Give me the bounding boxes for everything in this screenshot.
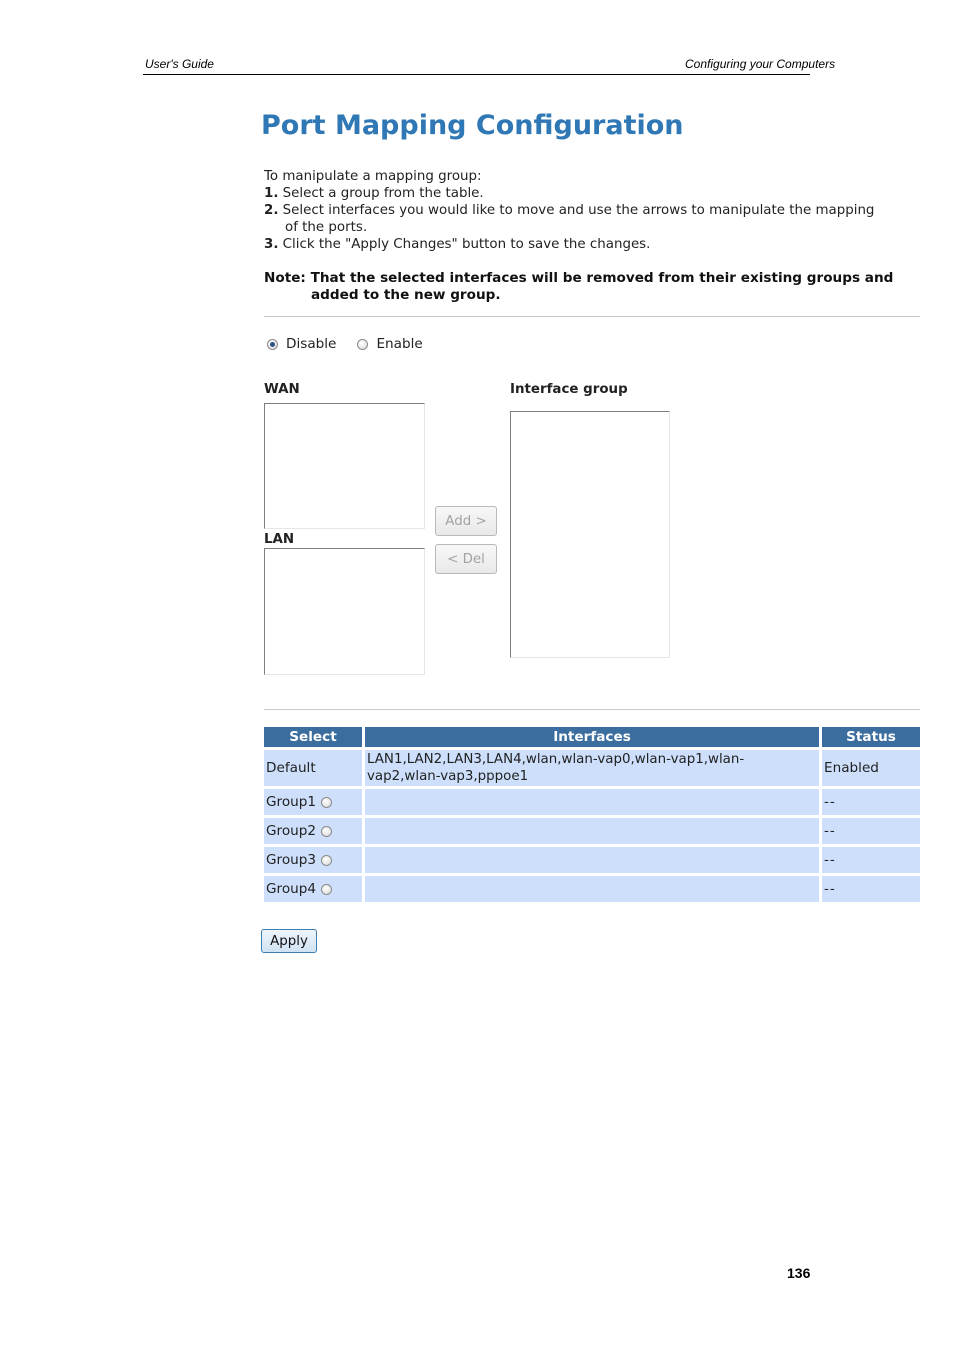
table-row [264,847,920,873]
step-text: Select a group from the table. [282,186,484,201]
apply-button[interactable]: Apply [261,929,317,953]
default-select: Default [264,750,362,786]
wan-label: WAN [264,382,300,397]
table-row [264,818,920,844]
mode-radio-group [267,336,444,352]
step-text: Select interfaces you would like to move and use the arrows to manipulate the mapping [282,203,875,218]
table-row [264,876,920,902]
header-interfaces: Interfaces [365,727,819,747]
default-status: Enabled [822,750,920,786]
group-interfaces [365,876,819,902]
interface-group-label: Interface group [510,382,628,397]
interface-group-listbox[interactable] [510,411,670,658]
note-line-2: added to the new group. [311,287,501,303]
enable-radio[interactable] [357,339,368,350]
group-select-cell [264,789,362,815]
add-button[interactable]: Add > [435,506,497,536]
doc-header-right: Configuring your Computers [685,57,836,71]
group-status: -- [822,876,920,902]
group-select-cell [264,847,362,873]
table-row-default [264,750,920,786]
step-text: Click the "Apply Changes" button to save the changes. [282,237,651,252]
wan-listbox[interactable] [264,403,425,529]
group4-radio[interactable] [321,884,332,895]
instruction-step-2-cont: of the ports. [285,220,368,235]
instruction-step-2 [264,202,874,219]
doc-header-left: User's Guide [145,57,214,71]
group2-radio[interactable] [321,826,332,837]
lan-label: LAN [264,532,295,547]
disable-label[interactable]: Disable [286,336,337,352]
instruction-step-1 [264,185,484,202]
page-number: 136 [787,1265,811,1281]
group-name: Group1 [266,794,317,810]
step-number: 3. [264,237,279,252]
group-status: -- [822,847,920,873]
group-select-cell [264,876,362,902]
disable-radio[interactable] [267,339,278,350]
group-name: Group4 [266,881,317,897]
group1-radio[interactable] [321,797,332,808]
table-divider [264,709,920,710]
page-title: Port Mapping Configuration [261,110,684,141]
header-divider [143,74,810,75]
group-name: Group2 [266,823,317,839]
table-header-row [264,727,920,747]
header-status: Status [822,727,920,747]
lan-listbox[interactable] [264,548,425,675]
step-number: 1. [264,186,279,201]
header-select: Select [264,727,362,747]
group-name: Group3 [266,852,317,868]
group-status: -- [822,818,920,844]
group-interfaces [365,847,819,873]
group-interfaces [365,818,819,844]
group-table [261,724,923,905]
section-divider [264,316,920,317]
table-row [264,789,920,815]
group3-radio[interactable] [321,855,332,866]
instructions-intro: To manipulate a mapping group: [264,169,482,184]
step-number: 2. [264,203,279,218]
default-interfaces [365,750,819,786]
default-interfaces-line2: vap2,wlan-vap3,pppoe1 [367,769,529,784]
default-interfaces-line1: LAN1,LAN2,LAN3,LAN4,wlan,wlan-vap0,wlan-vap1,wlan- [367,752,745,767]
group-select-cell [264,818,362,844]
note-line-1: Note: That the selected interfaces will be removed from their existing groups and [264,270,894,286]
group-interfaces [365,789,819,815]
group-status: -- [822,789,920,815]
enable-label[interactable]: Enable [376,336,423,352]
del-button[interactable]: < Del [435,544,497,574]
instruction-step-3 [264,236,650,253]
